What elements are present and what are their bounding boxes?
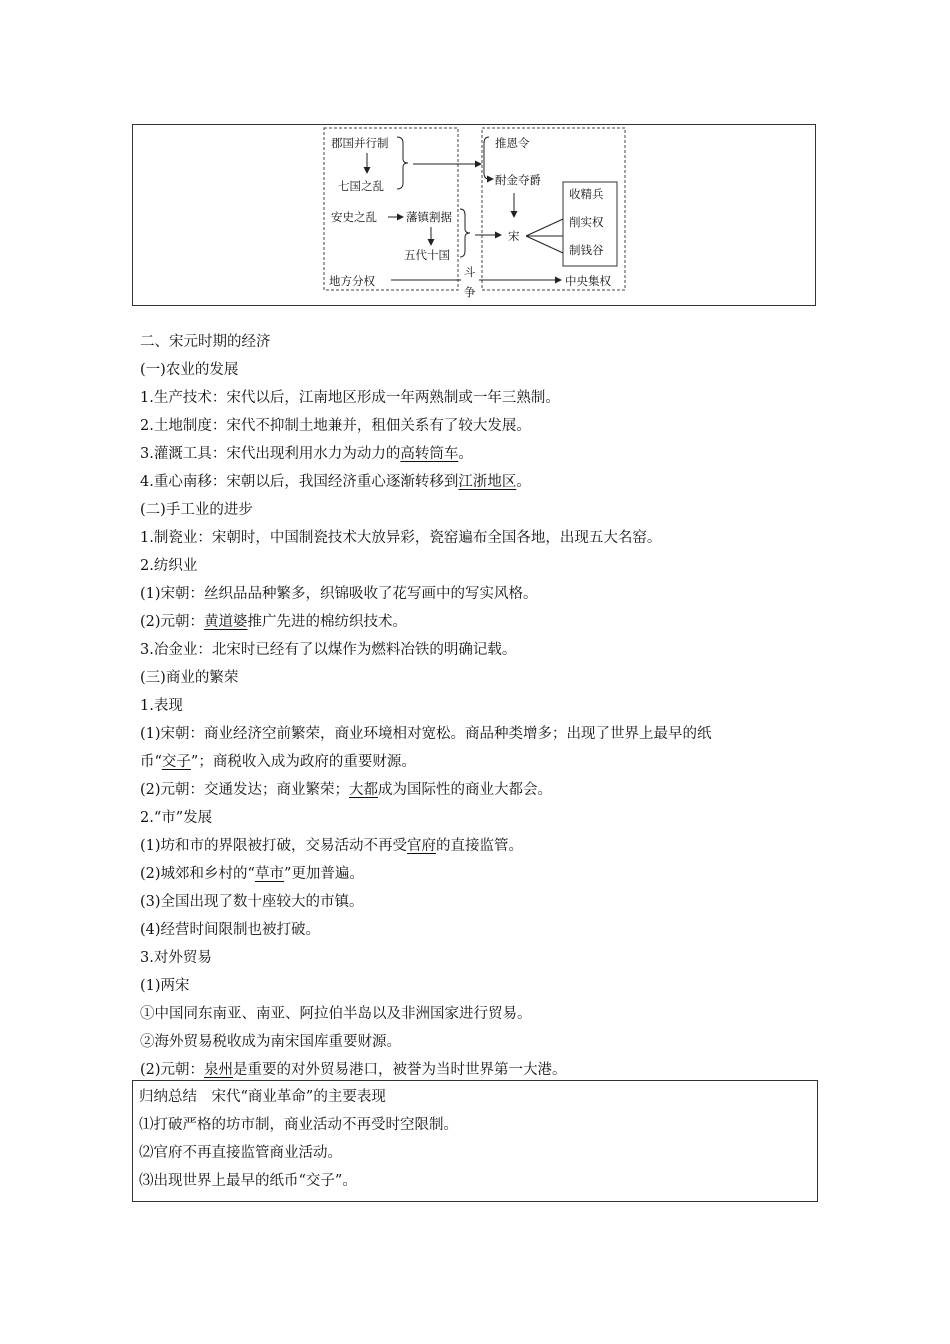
summary-point: ⑴打破严格的坊市制，商业活动不再受时空限制。	[139, 1117, 458, 1133]
label-qiguo: 七国之乱	[338, 179, 384, 193]
diagram-frame	[132, 124, 816, 306]
section-heading: 二、宋元时期的经济	[140, 334, 271, 350]
subsection-agriculture: (一)农业的发展	[140, 362, 239, 378]
underlined-term: 交子	[161, 754, 191, 770]
label-shoujingbing: 收精兵	[569, 187, 604, 201]
paragraph: ①中国同东南亚、南亚、阿拉伯半岛以及非洲国家进行贸易。	[140, 1006, 532, 1022]
paragraph: (1)两宋	[140, 978, 190, 994]
paragraph: 4.重心南移：宋朝以后，我国经济重心逐渐转移到江浙地区。	[140, 474, 531, 490]
paragraph: 1.表现	[140, 698, 183, 714]
label-zhoujin: 酎金夺爵	[495, 173, 541, 187]
paragraph: 3.对外贸易	[140, 950, 212, 966]
paragraph: 2.纺织业	[140, 558, 198, 574]
label-song: 宋	[508, 229, 520, 243]
paragraph: (2)元朝：泉州是重要的对外贸易港口，被誉为当时世界第一大港。	[140, 1062, 567, 1078]
paragraph: (4)经营时间限制也被打破。	[140, 922, 321, 938]
underlined-term: 黄道婆	[204, 614, 248, 630]
brace-1	[397, 137, 408, 189]
paragraph: 2.“市”发展	[140, 810, 213, 826]
paragraph: ②海外贸易税收成为南宋国库重要财源。	[140, 1034, 401, 1050]
centralization-diagram	[133, 125, 817, 307]
label-zhiqiangu: 制钱谷	[569, 243, 604, 257]
main-content	[140, 328, 820, 1084]
summary-point: ⑵官府不再直接监管商业活动。	[139, 1145, 342, 1161]
paragraph: 1.制瓷业：宋朝时，中国制瓷技术大放异彩，瓷窑遍布全国各地，出现五大名窑。	[140, 530, 662, 546]
paragraph: (3)全国出现了数十座较大的市镇。	[140, 894, 364, 910]
label-zhongyang: 中央集权	[565, 274, 611, 288]
paragraph: (2)城郊和乡村的“草市”更加普遍。	[140, 866, 364, 882]
underlined-term: 大都	[349, 782, 379, 798]
paragraph: (1)坊和市的界限被打破，交易活动不再受官府的直接监管。	[140, 838, 524, 854]
right-bracket	[484, 137, 489, 179]
summary-point: ⑶出现世界上最早的纸币“交子”。	[139, 1173, 357, 1189]
label-tuien: 推恩令	[495, 136, 530, 150]
underlined-term: 江浙地区	[458, 474, 517, 490]
subsection-handicraft: (二)手工业的进步	[140, 502, 253, 518]
paragraph: (1)宋朝：商业经济空前繁荣，商业环境相对宽松。商品种类增多；出现了世界上最早的纸	[140, 726, 712, 742]
underlined-term: 高转筒车	[400, 446, 459, 462]
underlined-term: 泉州	[204, 1062, 234, 1078]
paragraph: 币“交子”；商税收入成为政府的重要财源。	[140, 754, 416, 770]
paragraph: (2)元朝：黄道婆推广先进的棉纺织技术。	[140, 614, 408, 630]
paragraph: (2)元朝：交通发达；商业繁荣；大都成为国际性的商业大都会。	[140, 782, 553, 798]
label-xueshiquan: 削实权	[569, 215, 604, 229]
underlined-term: 官府	[407, 838, 437, 854]
left-dashed-box	[324, 128, 458, 290]
summary-title: 归纳总结 宋代“商业革命”的主要表现	[139, 1089, 386, 1105]
label-anshi: 安史之乱	[331, 210, 377, 224]
brace-2	[460, 209, 470, 257]
label-dou: 斗	[464, 265, 476, 279]
paragraph: 3.灌溉工具：宋代出现利用水力为动力的高转筒车。	[140, 446, 473, 462]
paragraph: 2.土地制度：宋代不抑制土地兼并，租佃关系有了较大发展。	[140, 418, 531, 434]
paragraph: (1)宋朝：丝织品品种繁多，织锦吸收了花写画中的写实风格。	[140, 586, 538, 602]
label-junguo: 郡国并行制	[331, 136, 389, 150]
label-zheng: 争	[464, 285, 476, 299]
label-wudai: 五代十国	[404, 248, 450, 262]
paragraph: 1.生产技术：宋代以后，江南地区形成一年两熟制或一年三熟制。	[140, 390, 560, 406]
paragraph: 3.冶金业：北宋时已经有了以煤作为燃料冶铁的明确记载。	[140, 642, 517, 658]
label-difang: 地方分权	[329, 274, 375, 288]
summary-box	[132, 1080, 818, 1202]
underlined-term: 草市	[254, 866, 284, 882]
subsection-commerce: (三)商业的繁荣	[140, 670, 239, 686]
label-fanzhen: 藩镇割据	[406, 210, 452, 224]
